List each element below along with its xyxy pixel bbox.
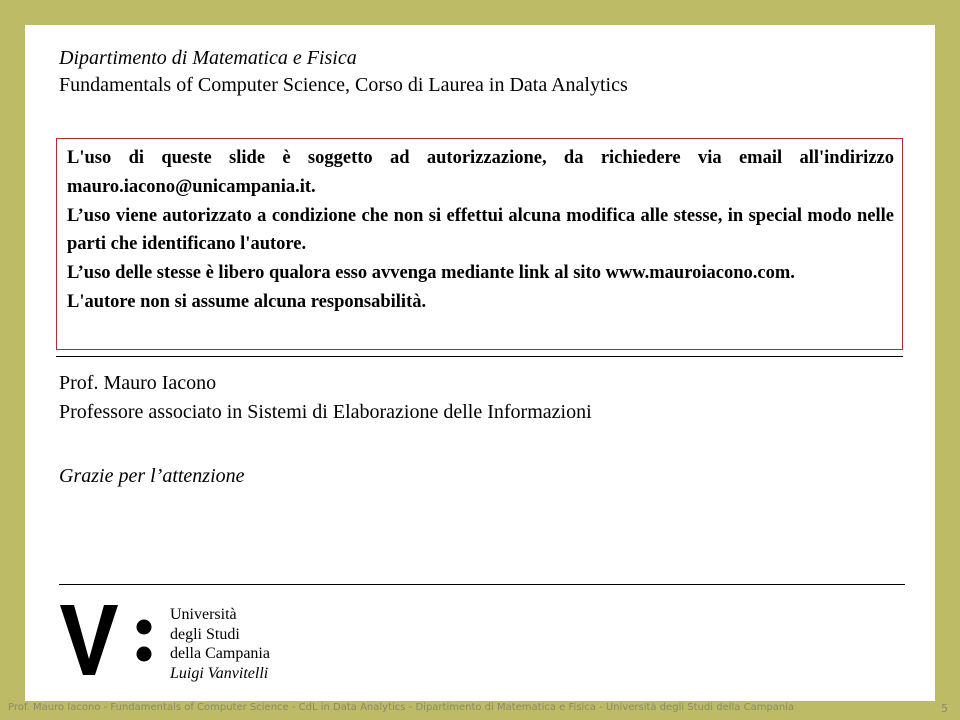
page-number: 5 — [941, 702, 948, 715]
logo-line: Università — [170, 606, 237, 623]
footer-text: Prof. Mauro Iacono - Fundamentals of Computer Science - CdL in Data Analytics - Dipartimento di Matematica e Fisica - Università degli Studi della Campania — [8, 702, 795, 713]
slide — [25, 25, 935, 701]
notice-paragraph: L'uso di queste slide è soggetto ad autorizzazione, da richiedere via email all'indirizzo mauro.iacono@unicampania.it. — [67, 148, 894, 197]
divider — [56, 356, 903, 357]
department-name: Dipartimento di Matematica e Fisica — [59, 47, 357, 69]
author-title: Professore associato in Sistemi di Elaborazione delle Informazioni — [59, 401, 592, 423]
divider — [59, 584, 905, 585]
course-title: Fundamentals of Computer Science, Corso di Laurea in Data Analytics — [59, 74, 628, 96]
logo-line: Luigi Vanvitelli — [170, 664, 269, 682]
usage-notice-box — [56, 138, 903, 350]
closing-text: Grazie per l’attenzione — [59, 465, 245, 487]
university-logo-icon — [60, 603, 160, 677]
logo-line: degli Studi — [170, 625, 240, 643]
author-name: Prof. Mauro Iacono — [59, 372, 217, 394]
university-logo-text — [170, 605, 270, 683]
notice-paragraph: L’uso delle stesse è libero qualora esso avvenga mediante link al sito www.mauroiacono.com. — [67, 263, 795, 284]
logo-line: della Campania — [170, 645, 270, 662]
notice-paragraph: L’uso viene autorizzato a condizione che non si effettui alcuna modifica alle stesse, in special modo nelle parti che identificano l'autore. — [67, 205, 894, 255]
notice-paragraph: L'autore non si assume alcuna responsabilità. — [67, 291, 427, 312]
